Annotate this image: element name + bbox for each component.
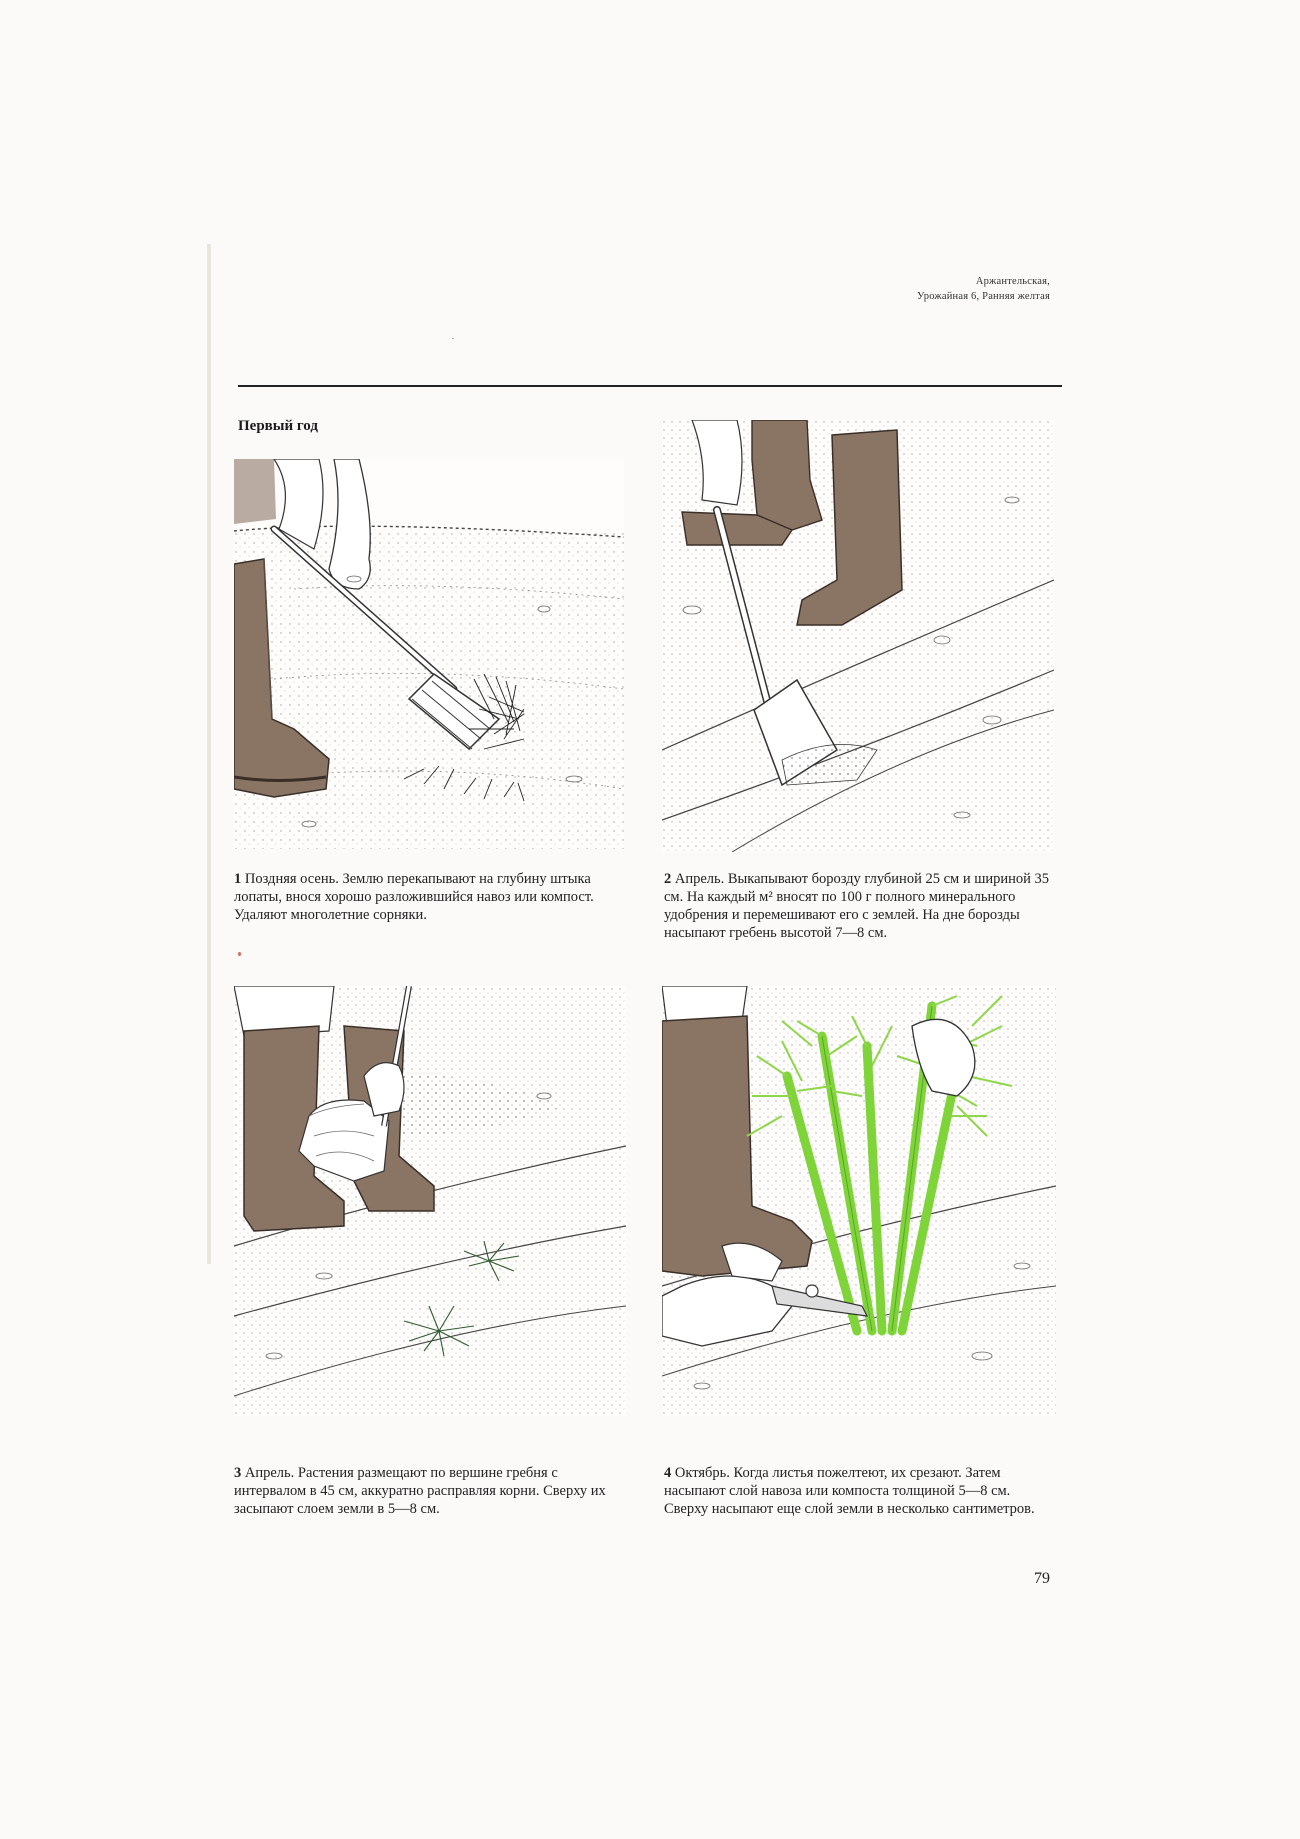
step-number: 2 [664, 871, 672, 887]
step-caption-3 [234, 1464, 624, 1518]
illustration-trench-spade [662, 420, 1054, 852]
step-text: Апрель. Выкапывают борозду глубиной 25 см и шириной 35 см. На каждый м² вносят по 100 г полного минерального удобрения и перемешивают его с землей. На дне борозды насыпают гребень высотой 7—8 см. [664, 871, 1050, 941]
illustration-cutting-stems [662, 986, 1056, 1416]
illustration-digging-fork [234, 459, 624, 849]
step-caption-4 [664, 1464, 1054, 1518]
red-print-mark [238, 952, 241, 956]
varieties-caption [917, 274, 1050, 304]
step-text: Поздняя осень. Землю перекапывают на глубину штыка лопаты, внося хорошо разложившийся навоз или компост. Удаляют многолетние сорняки. [234, 871, 594, 923]
step-caption-1 [234, 870, 624, 924]
section-title: Первый год [238, 418, 318, 434]
step-text: Апрель. Растения размещают по вершине гребня с интервалом в 45 см, аккуратно расправляя корни. Сверху их засыпают слоем земли в 5—8 см. [234, 1465, 606, 1517]
step-caption-2 [664, 870, 1054, 942]
varieties-line-1: Аржантельская, [975, 276, 1050, 287]
page-gutter-shadow [207, 244, 211, 1264]
page-number: 79 [1034, 1570, 1050, 1587]
varieties-line-2: Урожайная 6, Ранняя желтая [917, 291, 1050, 302]
print-speck [452, 338, 454, 339]
step-number: 1 [234, 871, 242, 887]
step-text: Октябрь. Когда листья пожелтеют, их срезают. Затем насыпают слой навоза или компоста толщиной 5—8 см. Сверху насыпают еще слой земли в несколько сантиметров. [664, 1465, 1035, 1517]
step-number: 4 [664, 1465, 672, 1481]
step-number: 3 [234, 1465, 242, 1481]
illustration-planting-crowns [234, 986, 626, 1416]
header-rule [238, 385, 1062, 387]
